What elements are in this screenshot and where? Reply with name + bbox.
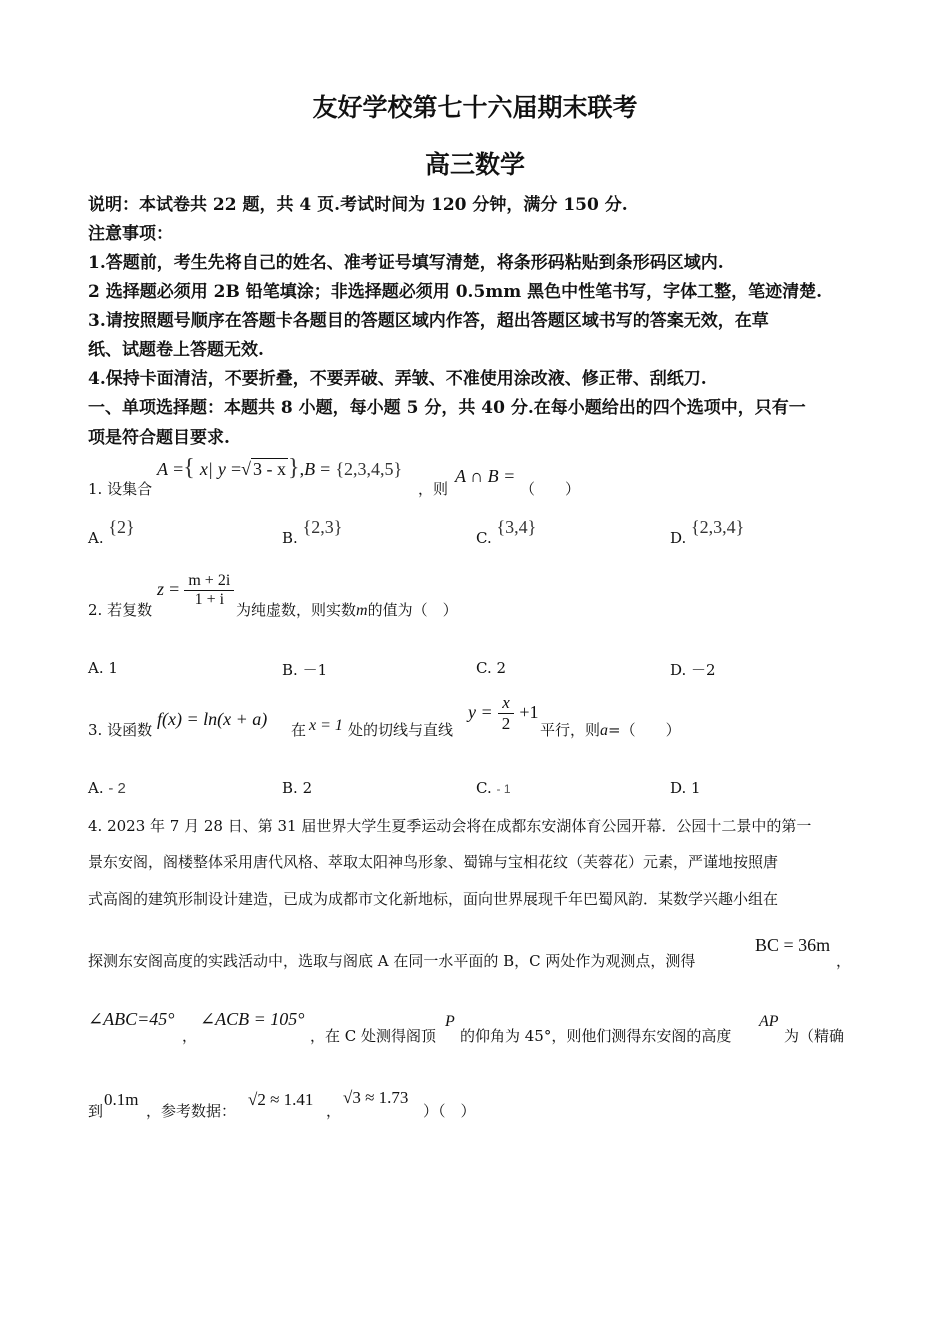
q4-precision: 0.1m bbox=[104, 1090, 139, 1109]
q3-prefix: 3. 设函数 bbox=[88, 721, 153, 739]
q4-comma-3: ， bbox=[326, 1102, 342, 1120]
q2-denominator: 1 + i bbox=[194, 591, 225, 608]
option-value: －2 bbox=[691, 661, 716, 679]
section-heading-line-2: 项是符合题目要求. bbox=[88, 428, 230, 448]
note-item-2: 2 选择题必须用 2B 铅笔填涂；非选择题必须用 0.5mm 黑色中性笔书写，字体工整，笔迹清楚. bbox=[88, 282, 823, 302]
q1-set-a: A ={ x| y =√ 3 - x},B = {2,3,4,5} bbox=[157, 455, 403, 481]
option-label: B. bbox=[282, 529, 298, 547]
q1-set-a-close: } bbox=[288, 455, 300, 481]
q3-option-b[interactable] bbox=[282, 779, 312, 797]
q1-set-b-lhs: B bbox=[304, 459, 316, 479]
q4-line-6-end: ）（ ） bbox=[423, 1102, 476, 1120]
q3-line-denominator: 2 bbox=[501, 714, 511, 733]
q4-line-6-pre: 到 bbox=[88, 1102, 104, 1120]
q4-line-3: 式高阁的建筑形制设计建造，已成为成都市文化新地标，面向世界展现千年巴蜀风韵．某数学兴趣小组在 bbox=[88, 890, 779, 908]
q2-option-a[interactable] bbox=[88, 659, 118, 677]
q1-prefix: 1. 设集合 bbox=[88, 480, 153, 498]
option-value: 2 bbox=[302, 779, 313, 797]
q1-answer-blank: （ ） bbox=[520, 480, 581, 498]
q3-suffix bbox=[540, 719, 681, 740]
q1-set-a-var: x| bbox=[199, 459, 213, 479]
q4-angle-abc: ∠ABC=45° bbox=[88, 1009, 175, 1029]
note-item-3-line-1: 3.请按照题号顺序在答题卡各题目的答题区域内作答，超出答题区域书写的答案无效，在草 bbox=[88, 311, 769, 331]
q4-segment-ap: AP bbox=[759, 1013, 779, 1030]
q1-set-a-y: y bbox=[217, 459, 226, 479]
q1-option-a[interactable] bbox=[88, 517, 135, 548]
q3-option-c[interactable] bbox=[476, 779, 511, 797]
q2-fraction bbox=[184, 572, 234, 609]
q4-point-p: P bbox=[445, 1013, 455, 1030]
q3-suffix-text-2: =（ ） bbox=[608, 721, 681, 739]
q4-bc: BC = 36m bbox=[755, 935, 831, 955]
q4-line-5-end: 为（精确 bbox=[784, 1027, 845, 1045]
q3-at: 在 bbox=[291, 721, 307, 739]
option-value: 1 bbox=[108, 659, 118, 677]
q3-line-fraction bbox=[498, 693, 515, 734]
q2-z: z bbox=[157, 579, 165, 599]
option-value: 2 bbox=[496, 659, 507, 677]
option-value: - 1 bbox=[496, 782, 511, 796]
notes-heading: 注意事项： bbox=[88, 224, 173, 244]
q3-line-numerator: x bbox=[498, 693, 515, 714]
q4-line-5-mid: ，在 C 处测得阁顶 bbox=[310, 1027, 437, 1045]
option-label: C. bbox=[476, 779, 492, 797]
q1-set-a-lhs: A bbox=[157, 459, 168, 479]
q4-line-5-mid-2: 的仰角为 45°，则他们测得东安阁的高度 bbox=[460, 1027, 732, 1045]
q2-suffix-text: 为纯虚数，则实数 bbox=[236, 601, 357, 619]
intro-note: 说明：本试卷共 22 题，共 4 页.考试时间为 120 分钟，满分 150 分. bbox=[88, 195, 628, 215]
q1-set-b-value: {2,3,4,5} bbox=[335, 459, 403, 479]
q4-line-4: 探测东安阁高度的实践活动中，选取与阁底 A 在同一水平面的 B，C 两处作为观测点，测得 bbox=[88, 952, 696, 970]
option-value: {2,3,4} bbox=[691, 517, 745, 537]
note-item-1: 1.答题前，考生先将自己的姓名、准考证号填写清楚，将条形码粘贴到条形码区域内. bbox=[88, 253, 724, 273]
option-label: C. bbox=[476, 529, 492, 547]
q2-option-b[interactable] bbox=[282, 659, 327, 680]
q3-option-d[interactable] bbox=[670, 779, 701, 797]
q2-eq: = bbox=[169, 579, 180, 599]
option-label: D. bbox=[670, 779, 687, 797]
q4-angle-acb: ∠ACB = 105° bbox=[200, 1009, 305, 1029]
q1-set-a-open: { bbox=[183, 455, 195, 481]
option-value: - 2 bbox=[108, 780, 126, 797]
q1-set-a-eq: = bbox=[173, 459, 184, 479]
q3-option-a[interactable] bbox=[88, 779, 126, 797]
option-value: 1 bbox=[691, 779, 701, 797]
q1-then: ，则 bbox=[418, 480, 449, 498]
q4-comma-2: ， bbox=[182, 1027, 198, 1045]
q4-line-6-mid: ，参考数据： bbox=[146, 1102, 237, 1120]
option-label: D. bbox=[670, 529, 687, 547]
section-heading-line-1: 一、单项选择题：本题共 8 小题，每小题 5 分，共 40 分.在每小题给出的四个选项中，只有一 bbox=[88, 398, 806, 418]
q1-option-d[interactable] bbox=[670, 517, 745, 548]
option-label: A. bbox=[88, 529, 104, 547]
option-value: {2} bbox=[108, 517, 135, 537]
q1-intersection: A ∩ B = bbox=[455, 466, 516, 486]
q3-suffix-text: 平行，则 bbox=[540, 721, 601, 739]
note-item-3-line-2: 纸、试题卷上答题无效. bbox=[88, 340, 264, 360]
q3-mid: 处的切线与直线 bbox=[348, 721, 454, 739]
q3-line-tail: +1 bbox=[519, 702, 539, 722]
q4-line-1: 4. 2023 年 7 月 28 日、第 31 届世界大学生夏季运动会将在成都东安湖体育公园开幕．公园十二景中的第一 bbox=[88, 817, 812, 835]
exam-subtitle: 高三数学 bbox=[424, 150, 525, 179]
q2-numerator: m + 2i bbox=[184, 572, 234, 591]
q4-sqrt3-approx: √3 ≈ 1.73 bbox=[343, 1088, 409, 1107]
q4-line-2: 景东安阁，阁楼整体采用唐代风格、萃取太阳神鸟形象、蜀锦与宝相花纹（芙蓉花）元素，严谨地按照唐 bbox=[88, 853, 779, 871]
q2-suffix bbox=[236, 599, 458, 620]
q1-set-b-eq: = bbox=[320, 459, 331, 479]
q4-sqrt2-approx: √2 ≈ 1.41 bbox=[248, 1090, 314, 1109]
q4-comma: ， bbox=[836, 952, 852, 970]
q3-a: a bbox=[600, 722, 609, 739]
option-label: B. bbox=[282, 779, 298, 797]
option-label: C. bbox=[476, 659, 492, 677]
q2-var: m bbox=[356, 602, 368, 619]
option-label: D. bbox=[670, 661, 687, 679]
q1-option-c[interactable] bbox=[476, 517, 537, 548]
option-value: {3,4} bbox=[496, 517, 537, 537]
option-value: －1 bbox=[302, 661, 328, 679]
note-item-4: 4.保持卡面清洁，不要折叠，不要弄破、弄皱、不准使用涂改液、修正带、刮纸刀. bbox=[88, 369, 707, 389]
q1-separator: , bbox=[299, 459, 305, 479]
q3-function: f(x) = ln(x + a) bbox=[157, 709, 268, 729]
option-label: A. bbox=[88, 659, 104, 677]
q3-line-y: y = bbox=[468, 702, 493, 722]
option-label: A. bbox=[88, 779, 104, 797]
q2-option-c[interactable] bbox=[476, 659, 506, 677]
option-label: B. bbox=[282, 661, 298, 679]
q1-set-a-radicand: 3 - x bbox=[253, 459, 287, 479]
q1-option-b[interactable] bbox=[282, 517, 343, 548]
option-value: {2,3} bbox=[302, 517, 343, 537]
q3-line bbox=[468, 693, 538, 734]
q2-suffix-text-2: 的值为（ ） bbox=[367, 601, 458, 619]
q3-x-eq: x = 1 bbox=[309, 717, 343, 734]
q1-set-a-eq2: = bbox=[231, 459, 242, 479]
q2-option-d[interactable] bbox=[670, 659, 716, 680]
q2-prefix: 2. 若复数 bbox=[88, 601, 153, 619]
q2-formula bbox=[157, 572, 234, 609]
exam-title: 友好学校第七十六届期末联考 bbox=[312, 93, 638, 122]
